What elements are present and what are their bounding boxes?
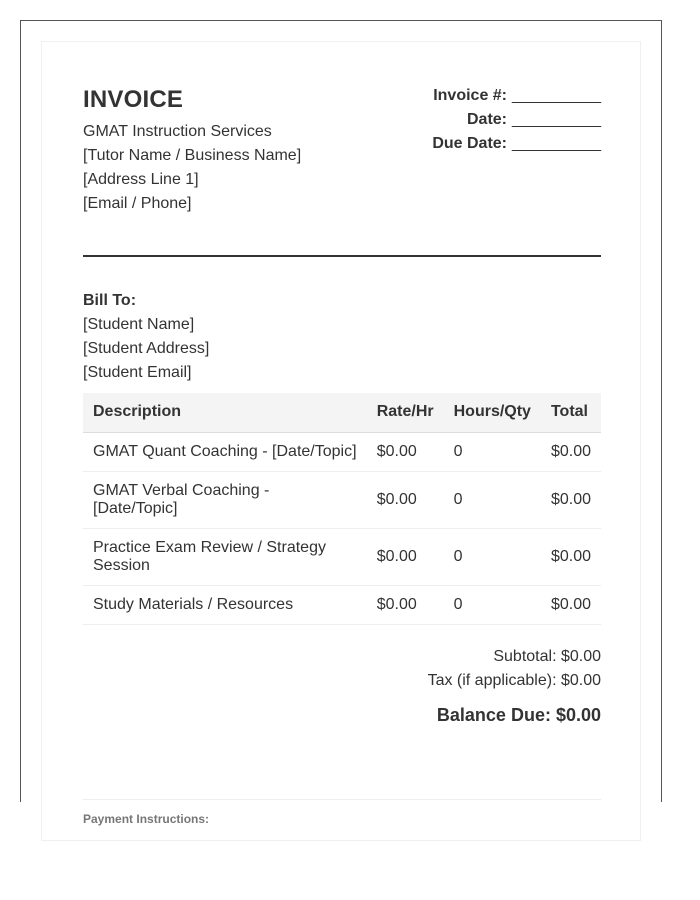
sender-block [83, 120, 301, 216]
row-hours: 0 [444, 585, 541, 624]
row-rate: $0.00 [367, 432, 444, 471]
invoice-sheet [41, 41, 641, 841]
row-total: $0.00 [541, 528, 601, 585]
due-date-row [432, 132, 601, 156]
row-hours: 0 [444, 471, 541, 528]
balance-due: Balance Due: $0.00 [436, 705, 601, 725]
bill-to-block [83, 289, 209, 385]
document-frame [20, 20, 662, 826]
row-hours: 0 [444, 528, 541, 585]
row-rate: $0.00 [367, 471, 444, 528]
row-total: $0.00 [541, 471, 601, 528]
tax: Tax (if applicable): $0.00 [427, 672, 601, 689]
row-total: $0.00 [541, 432, 601, 471]
row-description: Practice Exam Review / Strategy Session [83, 528, 367, 585]
row-description: GMAT Quant Coaching - [Date/Topic] [83, 432, 367, 471]
header-divider [83, 255, 601, 257]
row-hours: 0 [444, 432, 541, 471]
table-row [83, 528, 601, 585]
table-row [83, 432, 601, 471]
sender-line-2: [Tutor Name / Business Name] [83, 147, 302, 164]
sender-line-1: GMAT Instruction Services [83, 123, 272, 140]
invoice-number-label: Invoice #: [433, 87, 508, 104]
sender-line-3: [Address Line 1] [83, 171, 199, 188]
payment-instructions-heading: Payment Instructions: [83, 812, 210, 826]
line-items-table [83, 393, 601, 625]
table-header-row [83, 393, 601, 432]
footer-divider [83, 799, 601, 800]
invoice-title: INVOICE [83, 86, 184, 113]
due-date-label: Due Date: [432, 135, 508, 152]
invoice-date-row [432, 108, 601, 132]
table-row [83, 585, 601, 624]
invoice-date-field: __________ [512, 111, 601, 128]
bill-to-line-3: [Student Email] [83, 364, 192, 381]
header-rate: Rate/Hr [367, 393, 444, 432]
row-description: Study Materials / Resources [83, 585, 367, 624]
header-description: Description [83, 393, 367, 432]
row-description: GMAT Verbal Coaching - [Date/Topic] [83, 471, 367, 528]
bill-to-heading: Bill To: [83, 292, 137, 309]
sender-line-4: [Email / Phone] [83, 195, 192, 212]
header-total: Total [541, 393, 601, 432]
table-row [83, 471, 601, 528]
row-rate: $0.00 [367, 528, 444, 585]
invoice-number-row [432, 84, 601, 108]
row-rate: $0.00 [367, 585, 444, 624]
due-date-field: __________ [512, 135, 601, 152]
invoice-meta [432, 84, 601, 156]
header-hours: Hours/Qty [444, 393, 541, 432]
bill-to-line-2: [Student Address] [83, 340, 210, 357]
invoice-date-label: Date: [467, 111, 508, 128]
totals-block [428, 645, 601, 727]
row-total: $0.00 [541, 585, 601, 624]
invoice-number-field: __________ [512, 87, 601, 104]
bill-to-line-1: [Student Name] [83, 316, 195, 333]
subtotal: Subtotal: $0.00 [493, 648, 601, 665]
